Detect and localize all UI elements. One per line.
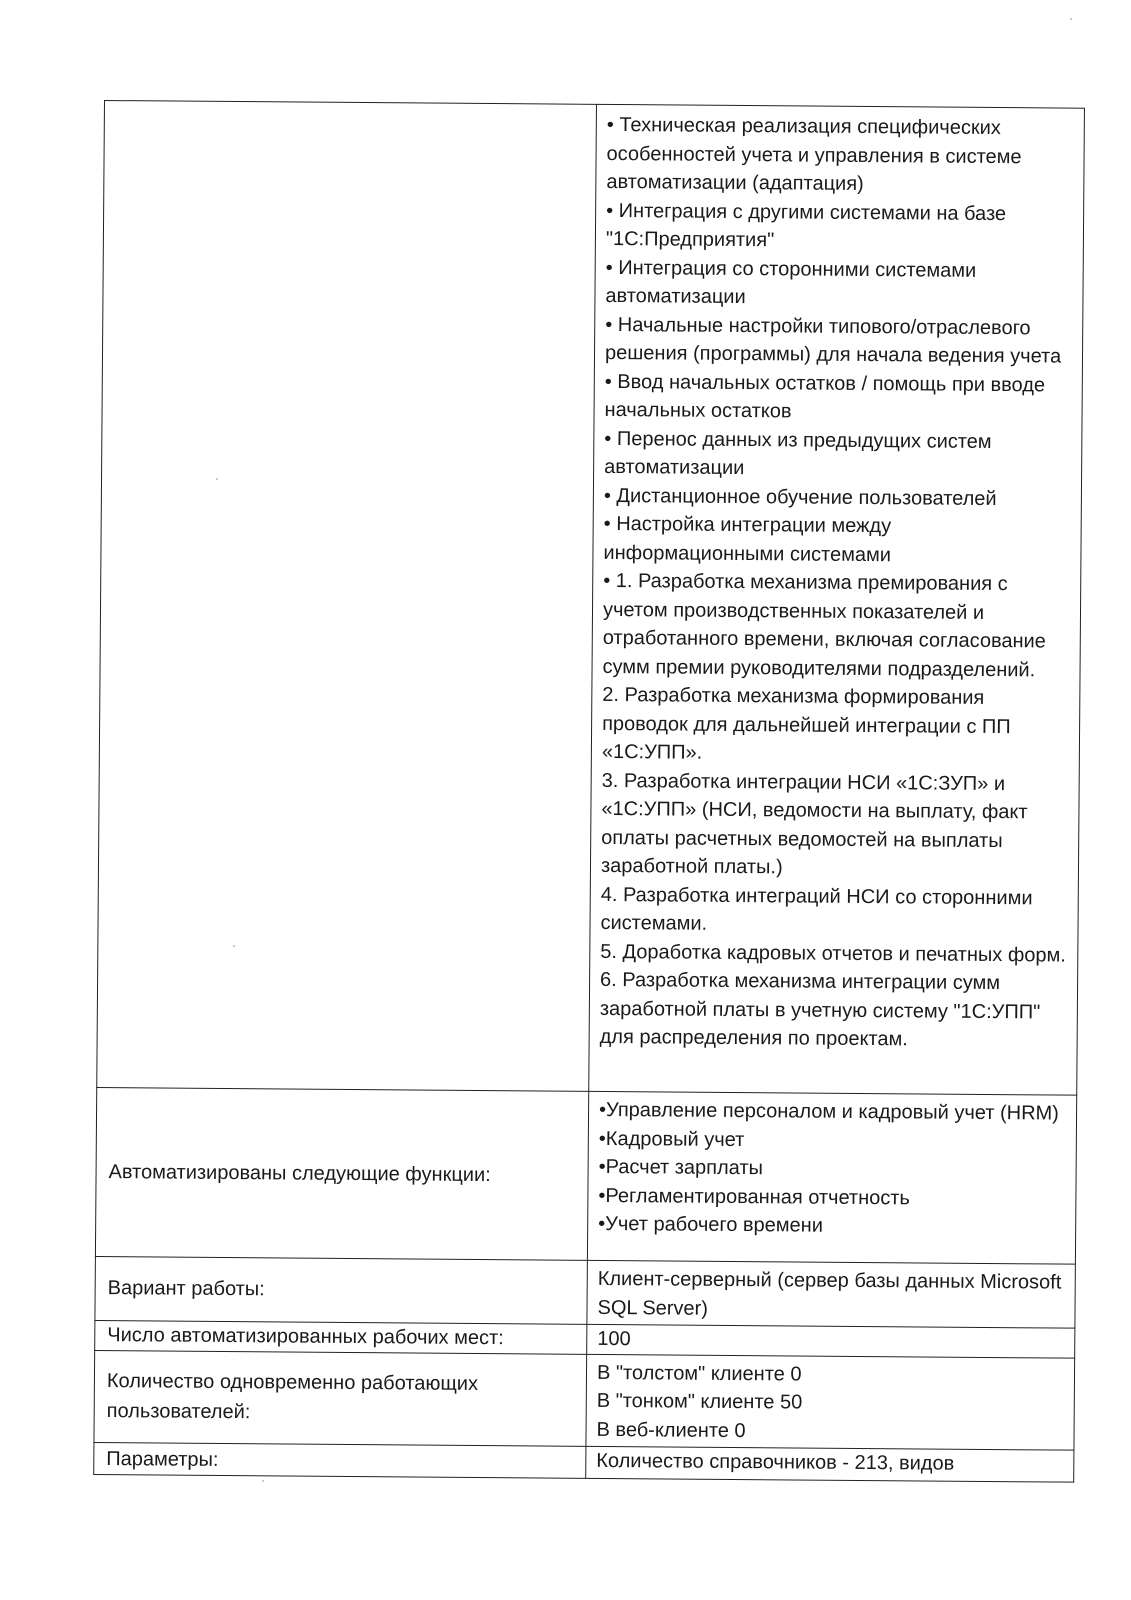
list-item: • 1. Разработка механизма премирования с учетом производственных показателей и отработанного времени, включая согласование сумм премии руководителями подразделений. [602, 569, 1046, 681]
table-cell-functions-value [587, 1091, 1076, 1264]
table-cell-workplaces-label [95, 1320, 587, 1353]
cell-value: Количество справочников - 213, видов [596, 1449, 955, 1475]
table-cell-users-label [94, 1350, 587, 1446]
list-item: •Учет рабочего времени [598, 1212, 824, 1237]
list-item: 3. Разработка интеграции НСИ «1С:ЗУП» и «1С:УПП» (НСИ, ведомости на выплату, факт оплаты расчетных ведомостей на выплаты заработной платы.) [600, 769, 1028, 879]
list-item: • Начальные настройки типового/отраслевого решения (программы) для начала ведения учета [604, 313, 1062, 368]
scan-speck [262, 1480, 264, 1482]
table-row-work-list [97, 101, 1085, 1096]
scan-speck [233, 945, 235, 947]
list-item: • Настройка интеграции между информационными системами [603, 512, 892, 566]
row-label: Количество одновременно работающих пользователей: [106, 1370, 479, 1424]
row-label: Автоматизированы следующие функции: [108, 1160, 491, 1186]
cell-value: Клиент-серверный (сервер базы данных Microsoft SQL Server) [597, 1267, 1062, 1320]
table-cell-parameters-value [586, 1446, 1074, 1481]
row-label: Вариант работы: [107, 1277, 265, 1301]
table-cell-functions-label [95, 1087, 588, 1260]
list-item: •Расчет зарплаты [598, 1155, 764, 1180]
table-row-variant [95, 1256, 1075, 1328]
table-cell-variant-label [95, 1256, 587, 1324]
table-cell-parameters-label [94, 1442, 586, 1477]
list-item: 6. Разработка механизма интеграции сумм заработной платы в учетную систему "1С:УПП" для распределения по проектам. [599, 968, 1041, 1051]
list-item: •Кадровый учет [598, 1127, 745, 1151]
list-item: •Регламентированная отчетность [598, 1184, 910, 1209]
table-cell-users-value [586, 1354, 1075, 1450]
row-label: Число автоматизированных рабочих мест: [107, 1324, 504, 1350]
list-item: • Интеграция с другими системами на базе "1С:Предприятия" [605, 199, 1007, 252]
list-item: •Управление персоналом и кадровый учет (HRM) [598, 1098, 1059, 1125]
list-item: • Техническая реализация специфических особенностей учета и управления в системе автоматизации (адаптация) [606, 113, 1022, 195]
list-item: 4. Разработка интеграций НСИ со сторонними системами. [600, 883, 1033, 935]
list-item: В "толстом" клиенте 0 [596, 1361, 802, 1386]
list-item: 2. Разработка механизма формирования проводок для дальнейшей интеграции с ПП «1С:УПП». [601, 683, 1011, 764]
row-label: Параметры: [106, 1448, 219, 1471]
scan-speck [1070, 18, 1072, 20]
list-item: • Перенос данных из предыдущих систем автоматизации [604, 427, 992, 480]
table-row-concurrent-users [94, 1350, 1075, 1450]
table-row-functions [95, 1087, 1076, 1264]
project-details-table [93, 100, 1085, 1482]
cell-value: 100 [597, 1327, 631, 1351]
list-item: 5. Доработка кадровых отчетов и печатных форм. [600, 940, 1066, 967]
list-item: В веб-клиенте 0 [596, 1418, 746, 1442]
table-cell-workplaces-value [587, 1324, 1075, 1357]
scan-speck [216, 478, 218, 480]
table-cell-empty-label [97, 101, 597, 1092]
table-cell-variant-value [587, 1260, 1075, 1328]
table-row-parameters [94, 1442, 1074, 1481]
list-item: В "тонком" клиенте 50 [596, 1389, 803, 1414]
list-item: • Дистанционное обучение пользователей [603, 484, 997, 510]
list-item: • Интеграция со сторонними системами автоматизации [605, 256, 977, 309]
table-cell-work-items [589, 104, 1085, 1095]
list-item: • Ввод начальных остатков / помощь при вводе начальных остатков [604, 370, 1046, 423]
